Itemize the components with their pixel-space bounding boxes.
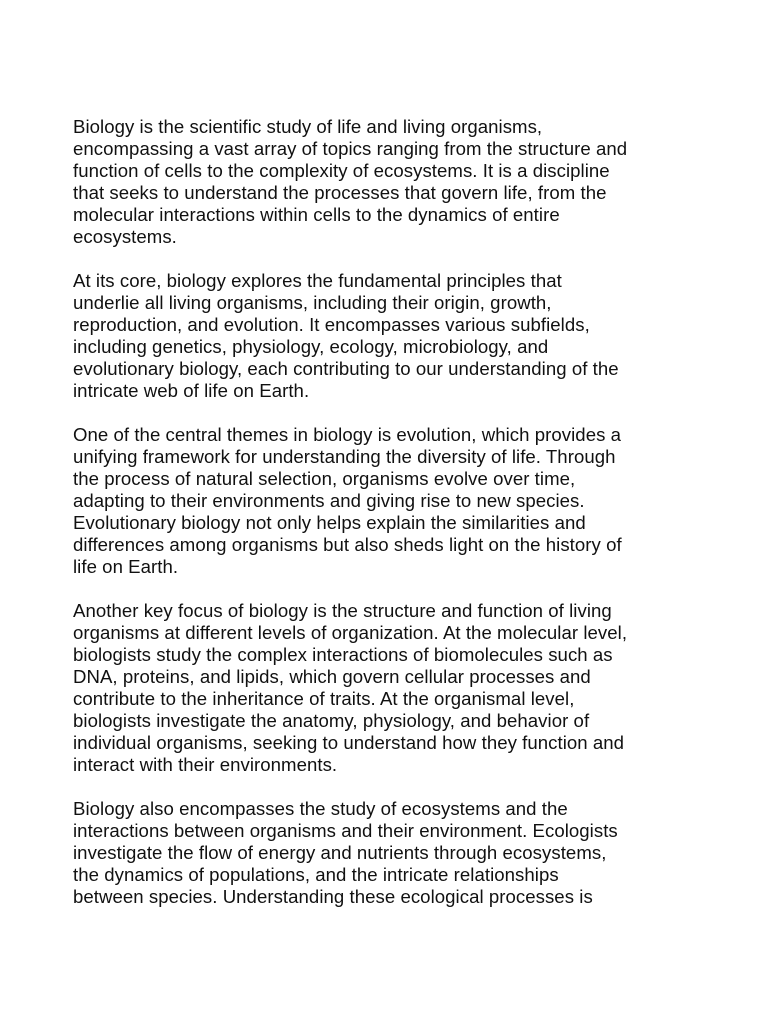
text-line: the dynamics of populations, and the intricate relationships — [73, 864, 559, 885]
text-line: contribute to the inheritance of traits. At the organismal level, — [73, 688, 575, 709]
text-line: Biology is the scientific study of life and living organisms, — [73, 116, 543, 137]
text-line: One of the central themes in biology is evolution, which provides a — [73, 424, 622, 445]
text-line: intricate web of life on Earth. — [73, 380, 310, 401]
text-line: interact with their environments. — [73, 754, 338, 775]
text-line: between species. Understanding these ecological processes is — [73, 886, 593, 907]
text-line: differences among organisms but also sheds light on the history of — [73, 534, 622, 555]
text-line: individual organisms, seeking to understand how they function and — [73, 732, 625, 753]
text-line: function of cells to the complexity of ecosystems. It is a discipline — [73, 160, 610, 181]
text-line: the process of natural selection, organisms evolve over time, — [73, 468, 576, 489]
paragraph-3 — [73, 424, 698, 578]
text-line: reproduction, and evolution. It encompasses various subfields, — [73, 314, 590, 335]
text-line: DNA, proteins, and lipids, which govern cellular processes and — [73, 666, 591, 687]
text-line: Biology also encompasses the study of ecosystems and the — [73, 798, 568, 819]
text-line: life on Earth. — [73, 556, 179, 577]
text-line: biologists study the complex interactions of biomolecules such as — [73, 644, 613, 665]
text-line: adapting to their environments and giving rise to new species. — [73, 490, 585, 511]
document-body — [73, 116, 698, 930]
paragraph-5 — [73, 798, 698, 908]
paragraph-4 — [73, 600, 698, 776]
paragraph-2 — [73, 270, 698, 402]
text-line: evolutionary biology, each contributing to our understanding of the — [73, 358, 619, 379]
text-line: molecular interactions within cells to the dynamics of entire — [73, 204, 560, 225]
text-line: interactions between organisms and their environment. Ecologists — [73, 820, 618, 841]
text-line: including genetics, physiology, ecology, microbiology, and — [73, 336, 549, 357]
text-line: unifying framework for understanding the diversity of life. Through — [73, 446, 616, 467]
text-line: underlie all living organisms, including their origin, growth, — [73, 292, 552, 313]
text-line: that seeks to understand the processes that govern life, from the — [73, 182, 607, 203]
paragraph-1 — [73, 116, 698, 248]
text-line: At its core, biology explores the fundamental principles that — [73, 270, 562, 291]
text-line: encompassing a vast array of topics ranging from the structure and — [73, 138, 628, 159]
text-line: organisms at different levels of organization. At the molecular level, — [73, 622, 628, 643]
text-line: biologists investigate the anatomy, physiology, and behavior of — [73, 710, 590, 731]
text-line: investigate the flow of energy and nutrients through ecosystems, — [73, 842, 607, 863]
text-line: Another key focus of biology is the structure and function of living — [73, 600, 612, 621]
text-line: ecosystems. — [73, 226, 177, 247]
text-line: Evolutionary biology not only helps explain the similarities and — [73, 512, 586, 533]
